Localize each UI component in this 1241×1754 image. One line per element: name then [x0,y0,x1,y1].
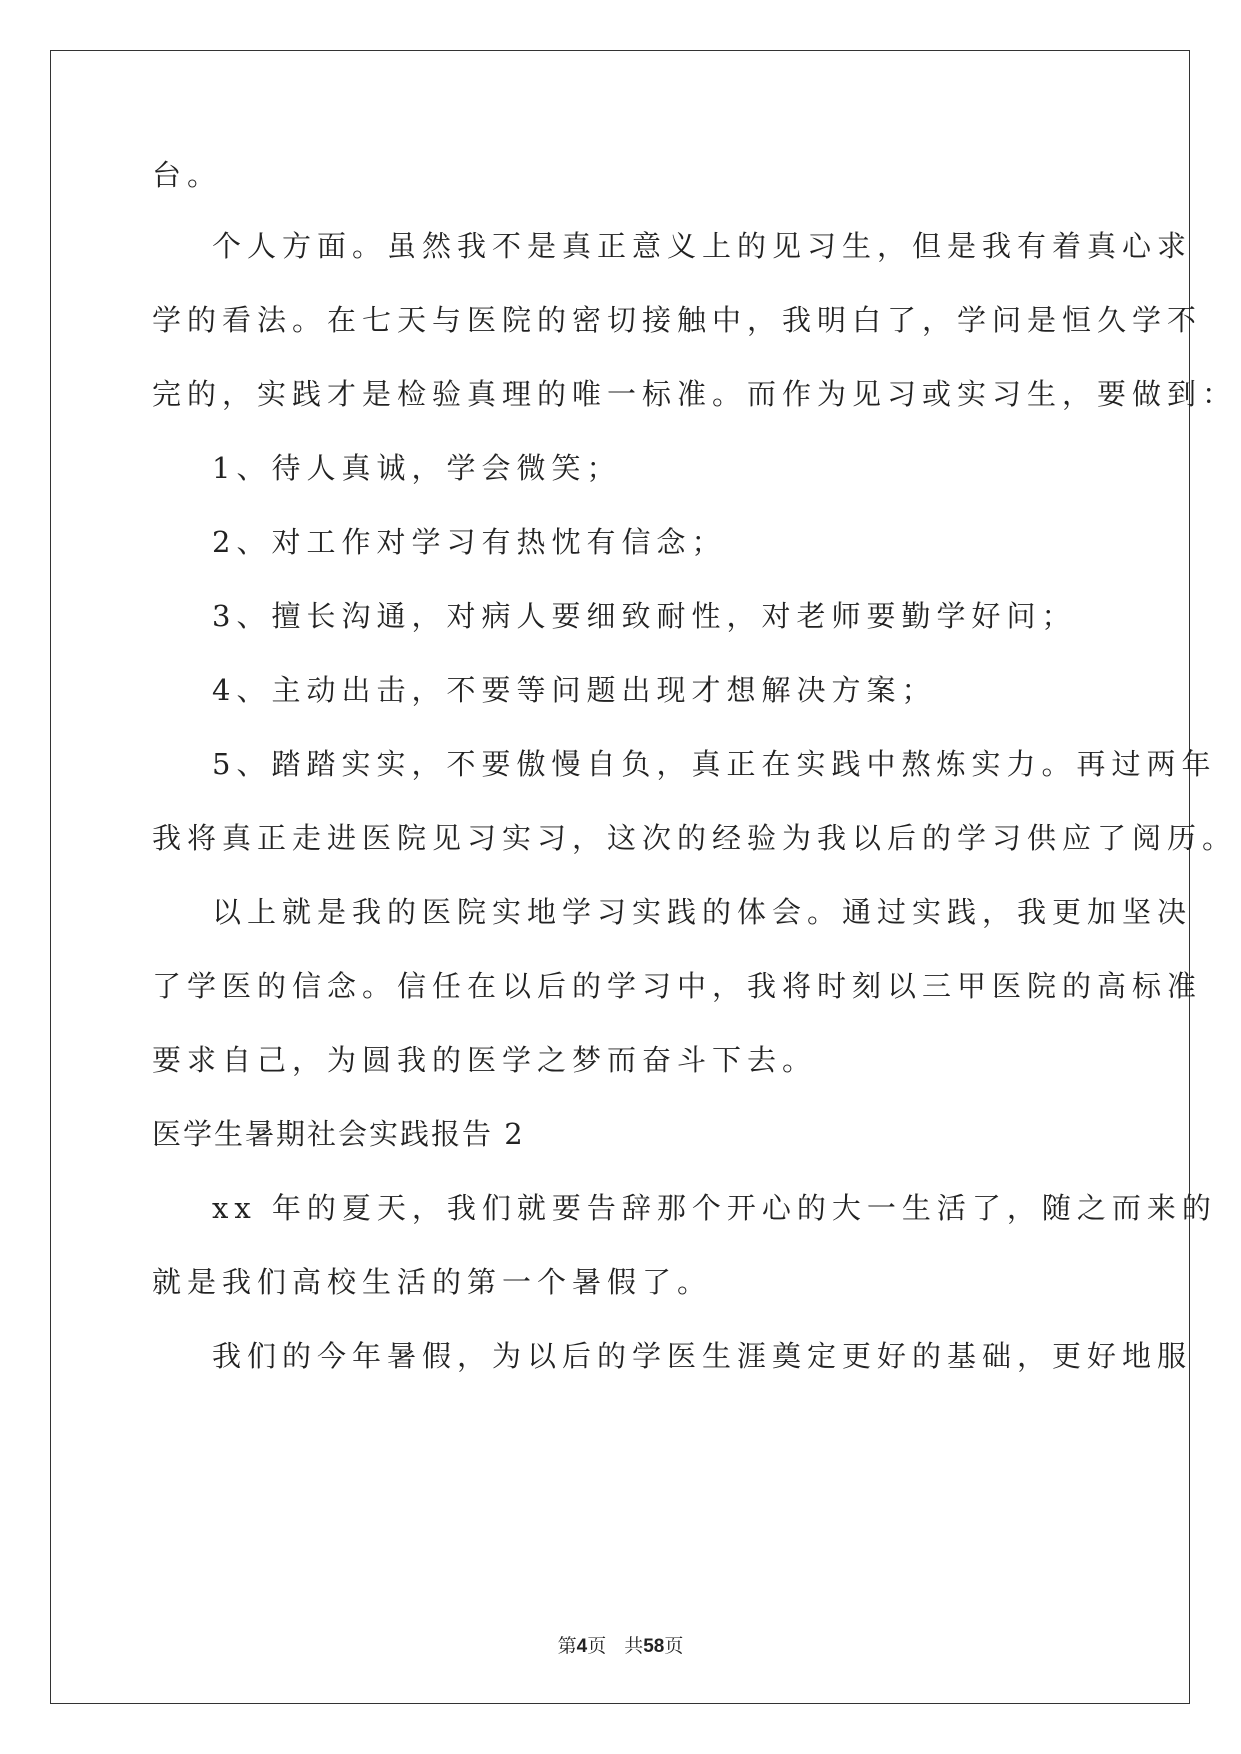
page-border [50,50,1193,1704]
text-line: 要求自己，为圆我的医学之梦而奋斗下去。 [152,1043,818,1077]
text-line: 个人方面。虽然我不是真正意义上的见习生，但是我有着真心求 [212,229,1193,263]
page-prefix: 第 [557,1635,577,1657]
text-line: 以上就是我的医院实地学习实践的体会。通过实践，我更加坚决 [212,895,1193,929]
total-prefix: 共 [624,1635,644,1657]
list-item: 3、擅长沟通，对病人要细致耐性，对老师要勤学好问； [212,599,1077,633]
text-line: 学的看法。在七天与医院的密切接触中，我明白了，学问是恒久学不 [152,303,1203,337]
text-line: 我们的今年暑假，为以后的学医生涯奠定更好的基础，更好地服 [212,1339,1193,1373]
total-suffix: 页 [664,1635,684,1657]
text-line: 了学医的信念。信任在以后的学习中，我将时刻以三甲医院的高标准 [152,969,1203,1003]
text-line: 台。 [152,158,223,192]
list-item: 4、主动出击，不要等问题出现才想解决方案； [212,673,937,707]
section-heading: 医学生暑期社会实践报告 2 [152,1117,525,1151]
total-pages: 58 [643,1636,665,1657]
list-item: 1、待人真诚，学会微笑； [212,451,622,485]
list-item: 2、对工作对学习有热忱有信念； [212,525,727,559]
text-line: xx 年的夏天，我们就要告辞那个开心的大一生活了，随之而来的 [212,1191,1217,1225]
text-line: 完的，实践才是检验真理的唯一标准。而作为见习或实习生，要做到： [152,377,1238,411]
text-line: 就是我们高校生活的第一个暑假了。 [152,1265,713,1299]
page-suffix: 页 [587,1635,607,1657]
text-line: 我将真正走进医院见习实习，这次的经验为我以后的学习供应了阅历。 [152,821,1238,855]
page-number: 4 [576,1636,588,1657]
list-item: 5、踏踏实实，不要傲慢自负，真正在实践中熬炼实力。再过两年 [212,747,1217,781]
page-footer [0,1634,1241,1659]
